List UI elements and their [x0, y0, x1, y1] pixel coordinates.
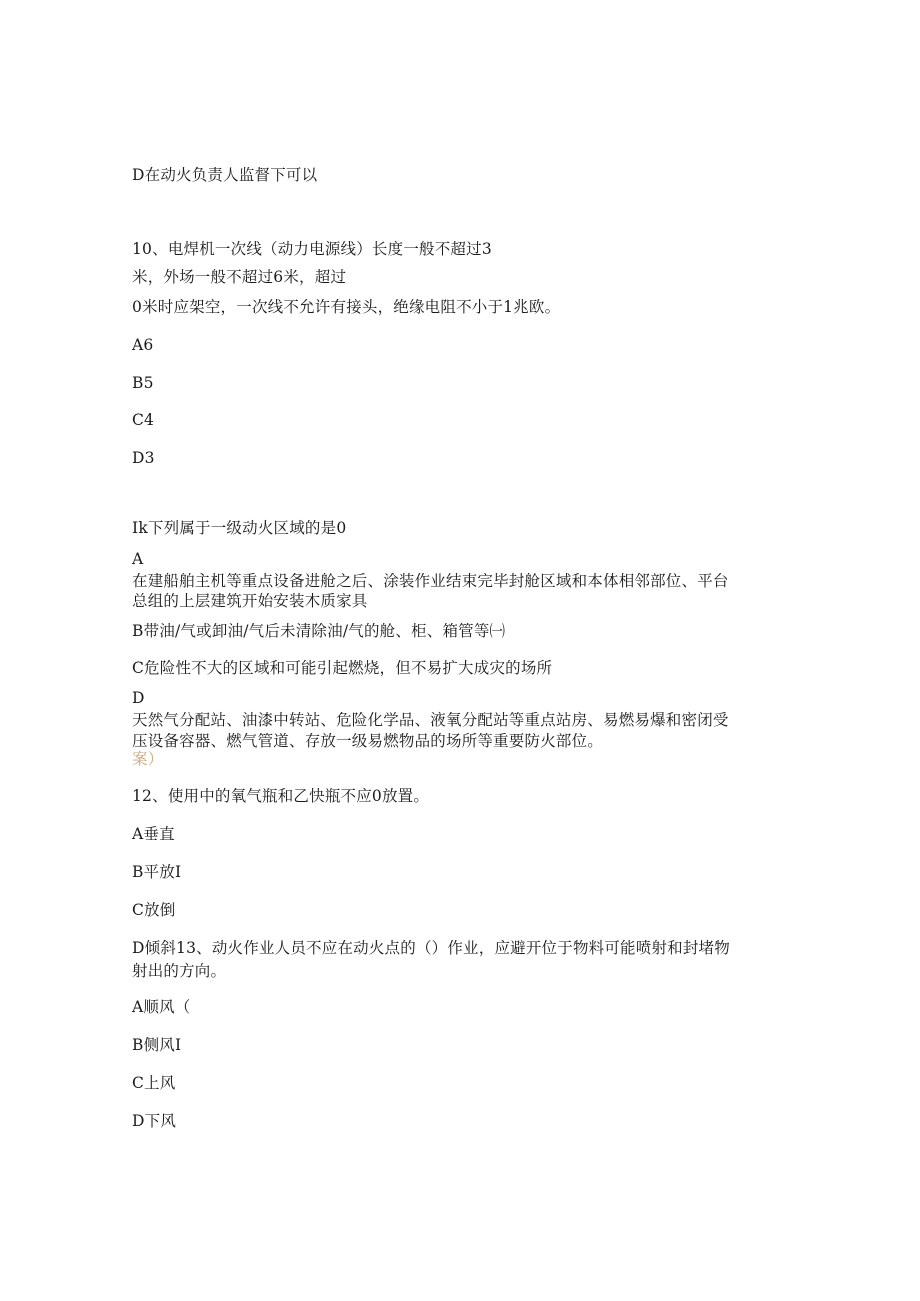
q13-option-d: D下风 [132, 1112, 177, 1130]
q12-option-a: A垂直 [132, 825, 175, 843]
q10-text-line-3: 0米时应架空，一次线不允许有接头，绝缘电阻不小于1兆欧。 [132, 298, 561, 316]
q10-option-a: A6 [132, 336, 154, 354]
q11-option-c: C危险性不大的区域和可能引起燃烧，但不易扩大成灾的场所 [132, 659, 553, 677]
q12-option-c: C放倒 [132, 901, 176, 919]
q12-option-b: B平放I [132, 863, 182, 881]
q11-question: Ik下列属于一级动火区域的是0 [132, 519, 347, 537]
q10-option-d: D3 [132, 449, 155, 467]
q11-option-b: B带油/气或卸油/气后未清除油/气的舱、柜、箱管等㈠ [132, 622, 506, 640]
q13-option-b: B侧风I [132, 1036, 182, 1054]
q11-option-d-label: D [132, 689, 145, 707]
q11-option-a-line-1: 在建船舶主机等重点设备进舱之后、涂装作业结束完毕封舱区域和本体相邻部位、平台 [132, 572, 729, 590]
q10-option-c: C4 [132, 411, 155, 429]
q11-option-a-line-2: 总组的上层建筑开始安装木质家具 [132, 592, 368, 610]
q10-text-line-2: 米，外场一般不超过6米，超过 [132, 268, 347, 286]
q10-text-line-1: 10、电焊机一次线（动力电源线）长度一般不超过3 [132, 240, 492, 258]
q11-option-d-line-2: 压设备容器、燃气管道、存放一级易燃物品的场所等重要防火部位。 [132, 732, 604, 750]
q9-option-d: D在动火负责人监督下可以 [132, 166, 318, 184]
q13-text-line-2: 射出的方向。 [132, 962, 227, 980]
q13-option-c: C上风 [132, 1074, 176, 1092]
q11-option-a-label: A [132, 550, 144, 568]
q10-option-b: B5 [132, 374, 154, 392]
q13-option-a: A顺风（ [132, 998, 191, 1016]
answer-fragment: 案） [132, 750, 164, 768]
q11-option-d-line-1: 天然气分配站、油漆中转站、危险化学品、液氧分配站等重点站房、易燃易爆和密闭受 [132, 711, 729, 729]
q12-option-d-q13-line-1: D倾斜13、动火作业人员不应在动火点的（）作业，应避开位于物料可能喷射和封堵物 [132, 939, 730, 957]
q12-question: 12、使用中的氧气瓶和乙快瓶不应0放置。 [132, 787, 430, 805]
